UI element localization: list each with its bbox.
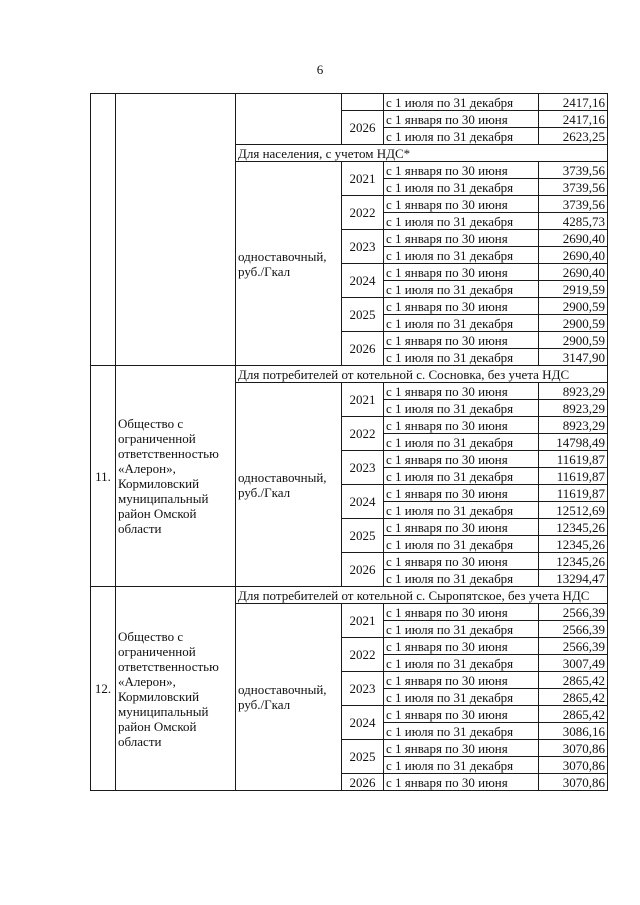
entry-number-cell: 12. xyxy=(91,587,116,791)
period-cell: с 1 января по 30 июня xyxy=(384,672,539,689)
period-cell: с 1 июля по 31 декабря xyxy=(384,757,539,774)
period-cell: с 1 июля по 31 декабря xyxy=(384,502,539,519)
period-cell: с 1 июля по 31 декабря xyxy=(384,468,539,485)
tariff-type-cell: одноставочный, руб./Гкал xyxy=(236,162,342,366)
year-cell: 2023 xyxy=(342,451,384,485)
value-cell: 2865,42 xyxy=(539,672,608,689)
period-cell: с 1 января по 30 июня xyxy=(384,230,539,247)
value-cell: 13294,47 xyxy=(539,570,608,587)
period-cell: с 1 июля по 31 декабря xyxy=(384,536,539,553)
year-cell: 2026 xyxy=(342,111,384,145)
period-cell: с 1 июля по 31 декабря xyxy=(384,689,539,706)
value-cell: 3007,49 xyxy=(539,655,608,672)
year-cell: 2026 xyxy=(342,774,384,791)
value-cell: 3739,56 xyxy=(539,179,608,196)
period-cell: с 1 июля по 31 декабря xyxy=(384,128,539,145)
value-cell: 2900,59 xyxy=(539,315,608,332)
period-cell: с 1 июля по 31 декабря xyxy=(384,621,539,638)
period-cell: с 1 июля по 31 декабря xyxy=(384,94,539,111)
value-cell: 2690,40 xyxy=(539,230,608,247)
period-cell: с 1 июля по 31 декабря xyxy=(384,655,539,672)
period-cell: с 1 января по 30 июня xyxy=(384,298,539,315)
group-title-cell: Для потребителей от котельной с. Сыропятское, без учета НДС xyxy=(236,587,608,604)
year-cell: 2023 xyxy=(342,230,384,264)
year-cell xyxy=(342,94,384,111)
value-cell: 12345,26 xyxy=(539,519,608,536)
value-cell: 8923,29 xyxy=(539,417,608,434)
entry-number-cell: 11. xyxy=(91,366,116,587)
value-cell: 3086,16 xyxy=(539,723,608,740)
year-cell: 2024 xyxy=(342,485,384,519)
period-cell: с 1 июля по 31 декабря xyxy=(384,281,539,298)
value-cell: 2900,59 xyxy=(539,332,608,349)
value-cell: 8923,29 xyxy=(539,400,608,417)
value-cell: 3070,86 xyxy=(539,740,608,757)
year-cell: 2025 xyxy=(342,519,384,553)
value-cell: 2919,59 xyxy=(539,281,608,298)
period-cell: с 1 января по 30 июня xyxy=(384,111,539,128)
period-cell: с 1 июля по 31 декабря xyxy=(384,349,539,366)
table-row xyxy=(91,94,608,111)
year-cell: 2023 xyxy=(342,672,384,706)
period-cell: с 1 января по 30 июня xyxy=(384,485,539,502)
year-cell: 2025 xyxy=(342,298,384,332)
year-cell: 2021 xyxy=(342,383,384,417)
value-cell: 2690,40 xyxy=(539,247,608,264)
value-cell: 12345,26 xyxy=(539,553,608,570)
value-cell: 2566,39 xyxy=(539,621,608,638)
period-cell: с 1 января по 30 июня xyxy=(384,383,539,400)
period-cell: с 1 января по 30 июня xyxy=(384,196,539,213)
group-title-cell: Для потребителей от котельной с. Сосновка, без учета НДС xyxy=(236,366,608,383)
value-cell: 2900,59 xyxy=(539,298,608,315)
period-cell: с 1 июля по 31 декабря xyxy=(384,723,539,740)
year-cell: 2026 xyxy=(342,332,384,366)
period-cell: с 1 июля по 31 декабря xyxy=(384,315,539,332)
value-cell: 2417,16 xyxy=(539,111,608,128)
value-cell: 12345,26 xyxy=(539,536,608,553)
period-cell: с 1 января по 30 июня xyxy=(384,264,539,281)
tariff-type-cell xyxy=(236,94,342,145)
period-cell: с 1 января по 30 июня xyxy=(384,553,539,570)
year-cell: 2022 xyxy=(342,638,384,672)
value-cell: 14798,49 xyxy=(539,434,608,451)
tariff-table-body xyxy=(91,94,608,791)
value-cell: 3739,56 xyxy=(539,162,608,179)
value-cell: 2566,39 xyxy=(539,604,608,621)
value-cell: 11619,87 xyxy=(539,468,608,485)
period-cell: с 1 июля по 31 декабря xyxy=(384,213,539,230)
period-cell: с 1 января по 30 июня xyxy=(384,332,539,349)
period-cell: с 1 января по 30 июня xyxy=(384,740,539,757)
period-cell: с 1 января по 30 июня xyxy=(384,774,539,791)
value-cell: 3147,90 xyxy=(539,349,608,366)
value-cell: 11619,87 xyxy=(539,451,608,468)
entry-number-cell xyxy=(91,94,116,366)
year-cell: 2022 xyxy=(342,417,384,451)
tariff-type-cell: одноставочный, руб./Гкал xyxy=(236,604,342,791)
period-cell: с 1 января по 30 июня xyxy=(384,706,539,723)
period-cell: с 1 января по 30 июня xyxy=(384,417,539,434)
value-cell: 2623,25 xyxy=(539,128,608,145)
year-cell: 2022 xyxy=(342,196,384,230)
value-cell: 11619,87 xyxy=(539,485,608,502)
year-cell: 2026 xyxy=(342,553,384,587)
period-cell: с 1 июля по 31 декабря xyxy=(384,247,539,264)
period-cell: с 1 июля по 31 декабря xyxy=(384,570,539,587)
group-row xyxy=(91,587,608,604)
value-cell: 12512,69 xyxy=(539,502,608,519)
period-cell: с 1 июля по 31 декабря xyxy=(384,434,539,451)
page-number: 6 xyxy=(316,62,324,77)
group-title-cell: Для населения, с учетом НДС* xyxy=(236,145,608,162)
tariff-type-cell: одноставочный, руб./Гкал xyxy=(236,383,342,587)
value-cell: 2417,16 xyxy=(539,94,608,111)
period-cell: с 1 июля по 31 декабря xyxy=(384,400,539,417)
value-cell: 3070,86 xyxy=(539,774,608,791)
period-cell: с 1 января по 30 июня xyxy=(384,519,539,536)
period-cell: с 1 января по 30 июня xyxy=(384,604,539,621)
group-row xyxy=(91,366,608,383)
year-cell: 2025 xyxy=(342,740,384,774)
organization-cell: Общество с ограниченной ответственностью «Алерон», Кормиловский муниципальный район Омской области xyxy=(116,366,236,587)
organization-cell xyxy=(116,94,236,366)
period-cell: с 1 января по 30 июня xyxy=(384,638,539,655)
value-cell: 2690,40 xyxy=(539,264,608,281)
year-cell: 2024 xyxy=(342,706,384,740)
period-cell: с 1 января по 30 июня xyxy=(384,451,539,468)
value-cell: 2865,42 xyxy=(539,706,608,723)
tariff-table xyxy=(90,93,608,791)
period-cell: с 1 января по 30 июня xyxy=(384,162,539,179)
value-cell: 2566,39 xyxy=(539,638,608,655)
value-cell: 3070,86 xyxy=(539,757,608,774)
value-cell: 2865,42 xyxy=(539,689,608,706)
year-cell: 2024 xyxy=(342,264,384,298)
organization-cell: Общество с ограниченной ответственностью «Алерон», Кормиловский муниципальный район Омской области xyxy=(116,587,236,791)
value-cell: 3739,56 xyxy=(539,196,608,213)
period-cell: с 1 июля по 31 декабря xyxy=(384,179,539,196)
value-cell: 4285,73 xyxy=(539,213,608,230)
value-cell: 8923,29 xyxy=(539,383,608,400)
year-cell: 2021 xyxy=(342,162,384,196)
year-cell: 2021 xyxy=(342,604,384,638)
